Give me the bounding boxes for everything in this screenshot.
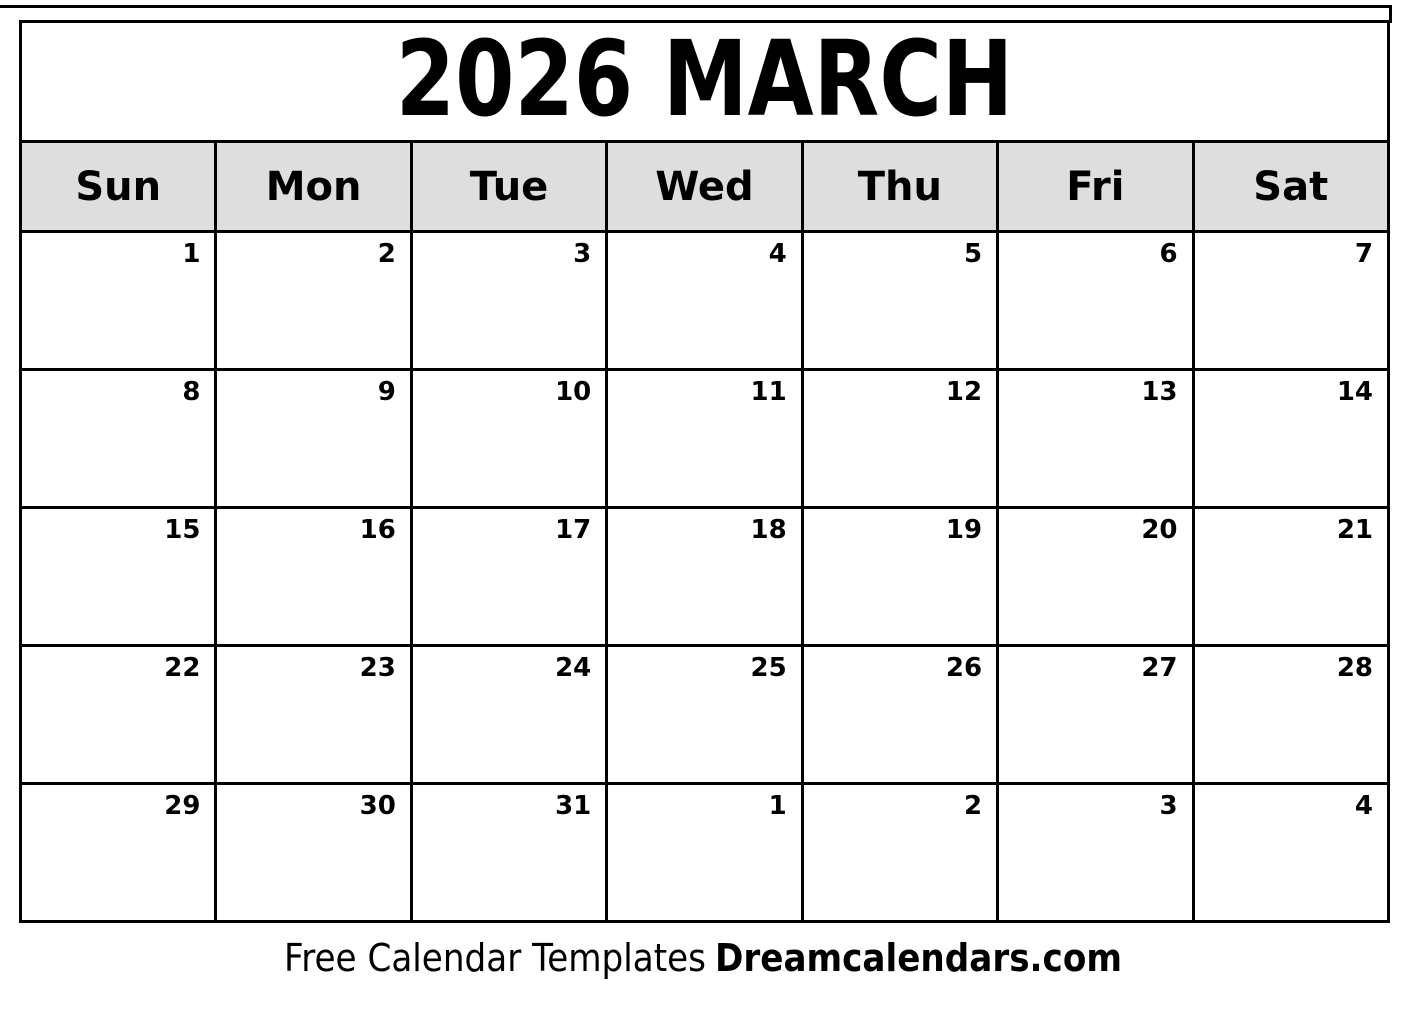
week-row-1 — [21, 232, 1389, 370]
date-cell — [607, 784, 802, 922]
page-title: 2026 MARCH — [395, 17, 1014, 140]
date-cell — [411, 784, 606, 922]
calendar-grid — [19, 140, 1390, 923]
weekday-header-row — [21, 142, 1389, 232]
date-number: 26 — [945, 653, 983, 683]
date-cell — [802, 370, 997, 508]
date-number: 8 — [182, 377, 201, 407]
date-cell — [998, 508, 1193, 646]
date-number: 22 — [164, 653, 201, 683]
date-cell — [411, 370, 606, 508]
weekday-header-tue: Tue — [411, 142, 606, 232]
date-cell — [1193, 646, 1388, 784]
date-cell — [1193, 370, 1388, 508]
date-number: 16 — [359, 515, 396, 545]
date-cell — [607, 370, 802, 508]
date-number: 12 — [945, 377, 983, 407]
date-cell — [998, 646, 1193, 784]
date-cell — [998, 784, 1193, 922]
date-cell — [802, 232, 997, 370]
date-cell — [216, 646, 411, 784]
date-cell — [216, 232, 411, 370]
footer — [70, 936, 1335, 982]
date-number: 4 — [768, 239, 787, 269]
date-cell — [607, 508, 802, 646]
date-number: 20 — [1141, 515, 1178, 545]
date-number: 4 — [1354, 791, 1373, 821]
date-number: 9 — [377, 377, 396, 407]
date-number: 28 — [1336, 653, 1373, 683]
date-cell — [998, 370, 1193, 508]
week-row-5 — [21, 784, 1389, 922]
date-cell — [607, 232, 802, 370]
date-cell — [21, 784, 216, 922]
date-number: 1 — [768, 791, 787, 821]
date-number: 25 — [750, 653, 787, 683]
date-cell — [1193, 508, 1388, 646]
week-row-3 — [21, 508, 1389, 646]
date-cell — [411, 508, 606, 646]
date-number: 21 — [1336, 515, 1373, 545]
date-cell — [411, 646, 606, 784]
week-row-4 — [21, 646, 1389, 784]
date-number: 15 — [164, 515, 201, 545]
date-number: 19 — [945, 515, 983, 545]
weekday-header-thu: Thu — [802, 142, 997, 232]
week-row-2 — [21, 370, 1389, 508]
date-cell — [216, 370, 411, 508]
date-cell — [802, 646, 997, 784]
date-cell — [21, 232, 216, 370]
date-cell — [216, 508, 411, 646]
date-number: 2 — [377, 239, 396, 269]
date-number: 13 — [1141, 377, 1178, 407]
date-number: 18 — [750, 515, 787, 545]
weekday-header-mon: Mon — [216, 142, 411, 232]
date-cell — [411, 232, 606, 370]
date-number: 14 — [1336, 377, 1373, 407]
date-cell — [607, 646, 802, 784]
date-number: 23 — [359, 653, 396, 683]
date-number: 17 — [555, 515, 592, 545]
date-number: 6 — [1159, 239, 1178, 269]
date-cell — [21, 646, 216, 784]
date-cell — [216, 784, 411, 922]
date-number: 30 — [359, 791, 396, 821]
date-cell — [21, 370, 216, 508]
top-rule-line — [0, 5, 1392, 8]
date-number: 3 — [573, 239, 592, 269]
date-number: 11 — [750, 377, 787, 407]
date-number: 7 — [1354, 239, 1373, 269]
date-cell — [802, 784, 997, 922]
date-number: 31 — [555, 791, 592, 821]
date-number: 1 — [182, 239, 201, 269]
date-number: 5 — [964, 239, 983, 269]
weekday-header-wed: Wed — [607, 142, 802, 232]
weekday-header-sat: Sat — [1193, 142, 1388, 232]
footer-brand: Dreamcalendars.com — [714, 936, 1122, 980]
date-cell — [1193, 232, 1388, 370]
date-cell — [802, 508, 997, 646]
date-cell — [21, 508, 216, 646]
date-cell — [998, 232, 1193, 370]
date-cell — [1193, 784, 1388, 922]
date-number: 29 — [164, 791, 201, 821]
date-number: 24 — [555, 653, 592, 683]
date-number: 27 — [1141, 653, 1178, 683]
weekday-header-fri: Fri — [998, 142, 1193, 232]
footer-text: Free Calendar Templates — [284, 936, 706, 980]
title-box — [19, 17, 1390, 143]
date-number: 2 — [964, 791, 983, 821]
weekday-header-sun: Sun — [21, 142, 216, 232]
date-number: 3 — [1159, 791, 1178, 821]
date-number: 10 — [555, 377, 592, 407]
